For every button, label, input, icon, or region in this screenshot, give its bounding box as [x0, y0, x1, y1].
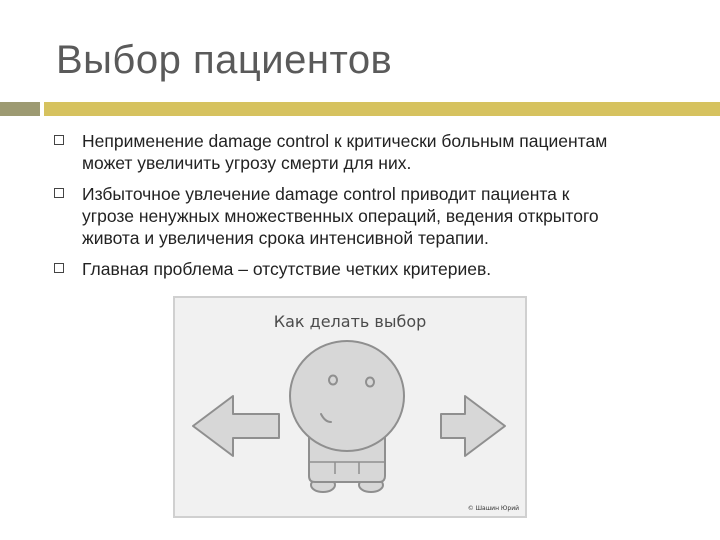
left-arrow-icon	[193, 396, 279, 456]
square-bullet-icon	[54, 188, 64, 198]
bullet-line: Избыточное увлечение damage control приводит пациента к	[82, 184, 570, 204]
slide-title: Выбор пациентов	[56, 38, 393, 82]
illustration-caption: Как делать выбор	[273, 312, 427, 331]
bullet-item	[54, 183, 694, 249]
bullet-line: живота и увеличения срока интенсивной терапии.	[82, 228, 489, 248]
title-divider-left	[0, 102, 40, 116]
right-arrow-icon	[441, 396, 505, 456]
bullet-item	[54, 258, 694, 280]
bullet-line: Главная проблема – отсутствие четких критериев.	[82, 259, 492, 279]
choice-illustration	[173, 296, 527, 518]
square-bullet-icon	[54, 135, 64, 145]
bullet-line: Неприменение damage control к критически больным пациентам	[82, 131, 608, 151]
square-bullet-icon	[54, 263, 64, 273]
bullet-item	[54, 130, 694, 174]
illustration-credit: © Шашин Юрий	[467, 505, 519, 512]
title-divider-right	[44, 102, 720, 116]
person-figure-icon	[290, 341, 404, 492]
bullet-list	[54, 130, 694, 289]
bullet-line: угрозе ненужных множественных операций, ведения открытого	[82, 206, 599, 226]
bullet-line: может увеличить угрозу смерти для них.	[82, 153, 412, 173]
